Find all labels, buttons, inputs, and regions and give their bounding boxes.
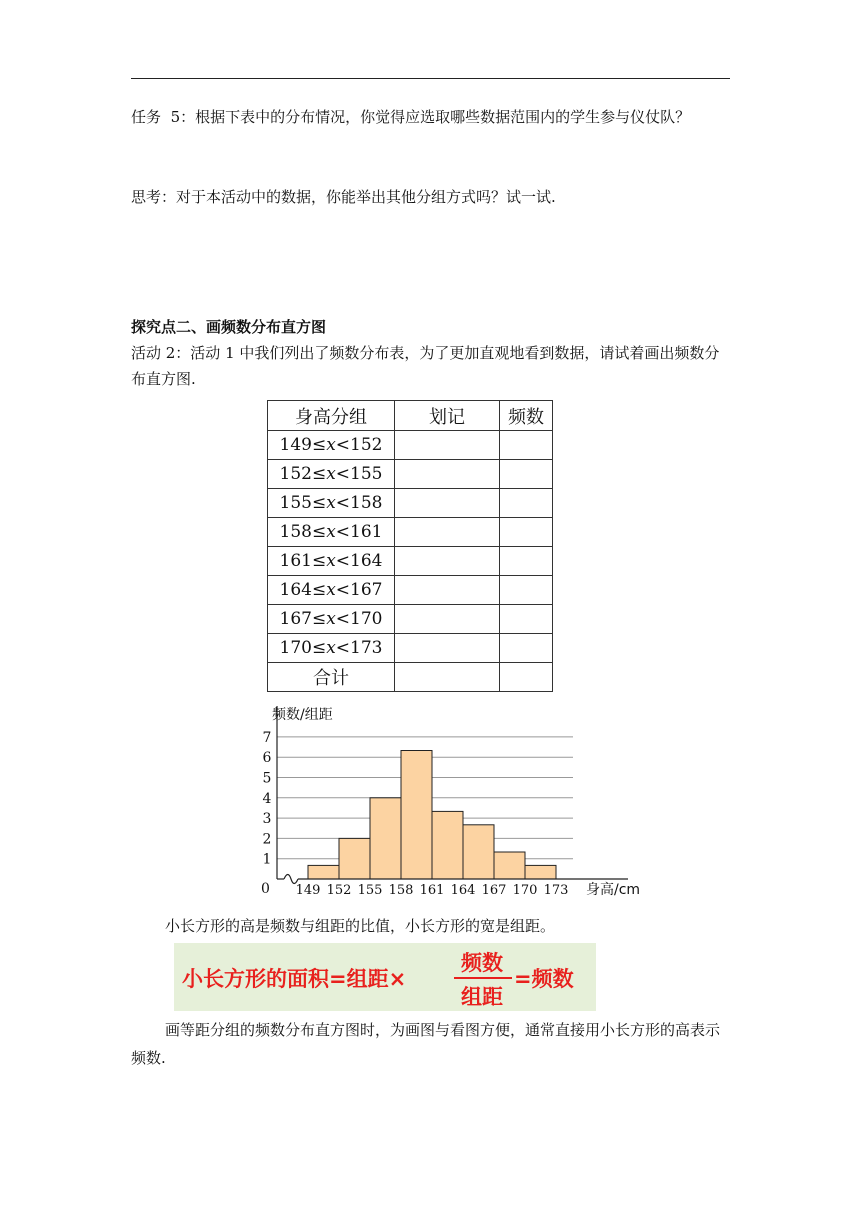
tally-cell <box>395 634 500 663</box>
tally-cell <box>395 576 500 605</box>
range-high: <155 <box>335 464 383 484</box>
frequency-cell <box>500 634 553 663</box>
table-row <box>268 460 553 489</box>
frequency-cell <box>500 431 553 460</box>
formula-right: =频数 <box>514 967 574 991</box>
range-low: 158≤ <box>279 522 327 542</box>
header-height-group: 身高分组 <box>268 401 395 431</box>
range-high: <170 <box>335 609 383 629</box>
range-low: 155≤ <box>279 493 327 513</box>
header-rule <box>131 78 730 79</box>
x-tick-label: 164 <box>450 883 476 898</box>
range-high: <167 <box>335 580 383 600</box>
range-high: <152 <box>335 435 383 455</box>
histogram-chart <box>240 702 650 900</box>
range-variable: x <box>326 580 336 600</box>
y-tick-label: 3 <box>262 811 272 828</box>
histogram-bar <box>401 751 432 879</box>
formula-left: 小长方形的面积=组距× <box>182 967 407 991</box>
range-low: 149≤ <box>279 435 327 455</box>
height-range-cell <box>268 489 395 518</box>
y-tick-label: 2 <box>262 831 272 848</box>
x-tick-label: 152 <box>326 883 352 898</box>
histogram-bar <box>494 852 525 879</box>
histogram-bar <box>463 825 494 879</box>
total-frequency-cell <box>500 663 553 692</box>
formula-fraction-bar <box>454 977 512 979</box>
formula-numerator: 频数 <box>461 951 503 975</box>
table-row <box>268 547 553 576</box>
x-tick-label: 161 <box>419 883 445 898</box>
range-variable: x <box>326 522 336 542</box>
tally-cell <box>395 547 500 576</box>
x-tick-label: 170 <box>512 883 538 898</box>
range-low: 152≤ <box>279 464 327 484</box>
range-high: <173 <box>335 638 383 658</box>
header-tally: 划记 <box>395 401 500 431</box>
explain2-paragraph: 画等距分组的频数分布直方图时，为画图与看图方便，通常直接用小长方形的高表示频数. <box>131 1021 721 1067</box>
frequency-cell <box>500 489 553 518</box>
range-variable: x <box>326 435 336 455</box>
range-variable: x <box>326 551 336 571</box>
histogram-bar <box>432 811 463 879</box>
origin-label: 0 <box>261 881 270 897</box>
tally-cell <box>395 605 500 634</box>
frequency-cell <box>500 576 553 605</box>
range-variable: x <box>326 464 336 484</box>
section2-heading: 探究点二、画频数分布直方图 <box>131 318 327 336</box>
histogram-bar <box>339 838 370 879</box>
range-low: 170≤ <box>279 638 327 658</box>
header-frequency: 频数 <box>500 401 553 431</box>
height-range-cell <box>268 605 395 634</box>
frequency-cell <box>500 605 553 634</box>
height-range-cell <box>268 547 395 576</box>
y-tick-label: 4 <box>262 790 272 807</box>
table-row <box>268 605 553 634</box>
range-low: 164≤ <box>279 580 327 600</box>
range-low: 167≤ <box>279 609 327 629</box>
x-tick-label: 158 <box>388 883 414 898</box>
y-tick-label: 1 <box>262 851 272 868</box>
range-high: <158 <box>335 493 383 513</box>
explain1-paragraph: 小长方形的高是频数与组距的比值，小长方形的宽是组距。 <box>165 917 556 935</box>
frequency-cell <box>500 460 553 489</box>
height-range-cell <box>268 634 395 663</box>
histogram-bar <box>370 798 401 879</box>
y-tick-label: 5 <box>262 770 272 787</box>
x-tick-label: 173 <box>543 883 569 898</box>
table-total-row <box>268 663 553 692</box>
table-row <box>268 634 553 663</box>
range-high: <161 <box>335 522 383 542</box>
range-variable: x <box>326 609 336 629</box>
x-tick-label: 167 <box>481 883 507 898</box>
histogram-bar <box>308 865 339 879</box>
total-tally-cell <box>395 663 500 692</box>
y-tick-label: 6 <box>262 750 272 767</box>
range-high: <164 <box>335 551 383 571</box>
range-variable: x <box>326 638 336 658</box>
think-paragraph: 思考：对于本活动中的数据，你能举出其他分组方式吗？试一试. <box>131 188 556 206</box>
height-range-cell <box>268 518 395 547</box>
x-tick-label: 149 <box>295 883 321 898</box>
activity2-paragraph: 活动 2：活动 1 中我们列出了频数分布表，为了更加直观地看到数据，请试着画出频数分布直方图. <box>131 344 720 388</box>
height-range-cell <box>268 460 395 489</box>
range-low: 161≤ <box>279 551 327 571</box>
table-row <box>268 431 553 460</box>
tally-cell <box>395 489 500 518</box>
table-row <box>268 489 553 518</box>
task5-paragraph <box>131 104 731 130</box>
histogram-bar <box>525 865 556 879</box>
frequency-table <box>267 400 553 692</box>
height-range-cell <box>268 431 395 460</box>
table-row <box>268 576 553 605</box>
x-tick-label: 155 <box>357 883 383 898</box>
range-variable: x <box>326 493 336 513</box>
x-axis-title: 身高/cm <box>586 882 641 898</box>
y-tick-label: 7 <box>262 729 272 746</box>
task5-text: ：根据下表中的分布情况，你觉得应选取哪些数据范围内的学生参与仪仗队？ <box>180 108 691 126</box>
tally-cell <box>395 460 500 489</box>
task5-label: 任务 <box>131 108 162 126</box>
height-range-cell <box>268 576 395 605</box>
table-row <box>268 518 553 547</box>
task5-number: 5 <box>170 108 181 126</box>
tally-cell <box>395 518 500 547</box>
y-axis-title: 频数/组距 <box>272 707 333 723</box>
total-label: 合计 <box>268 663 395 692</box>
formula-denominator: 组距 <box>461 985 503 1009</box>
formula-box <box>174 943 596 1011</box>
tally-cell <box>395 431 500 460</box>
table-header-row <box>268 401 553 431</box>
frequency-cell <box>500 547 553 576</box>
frequency-cell <box>500 518 553 547</box>
